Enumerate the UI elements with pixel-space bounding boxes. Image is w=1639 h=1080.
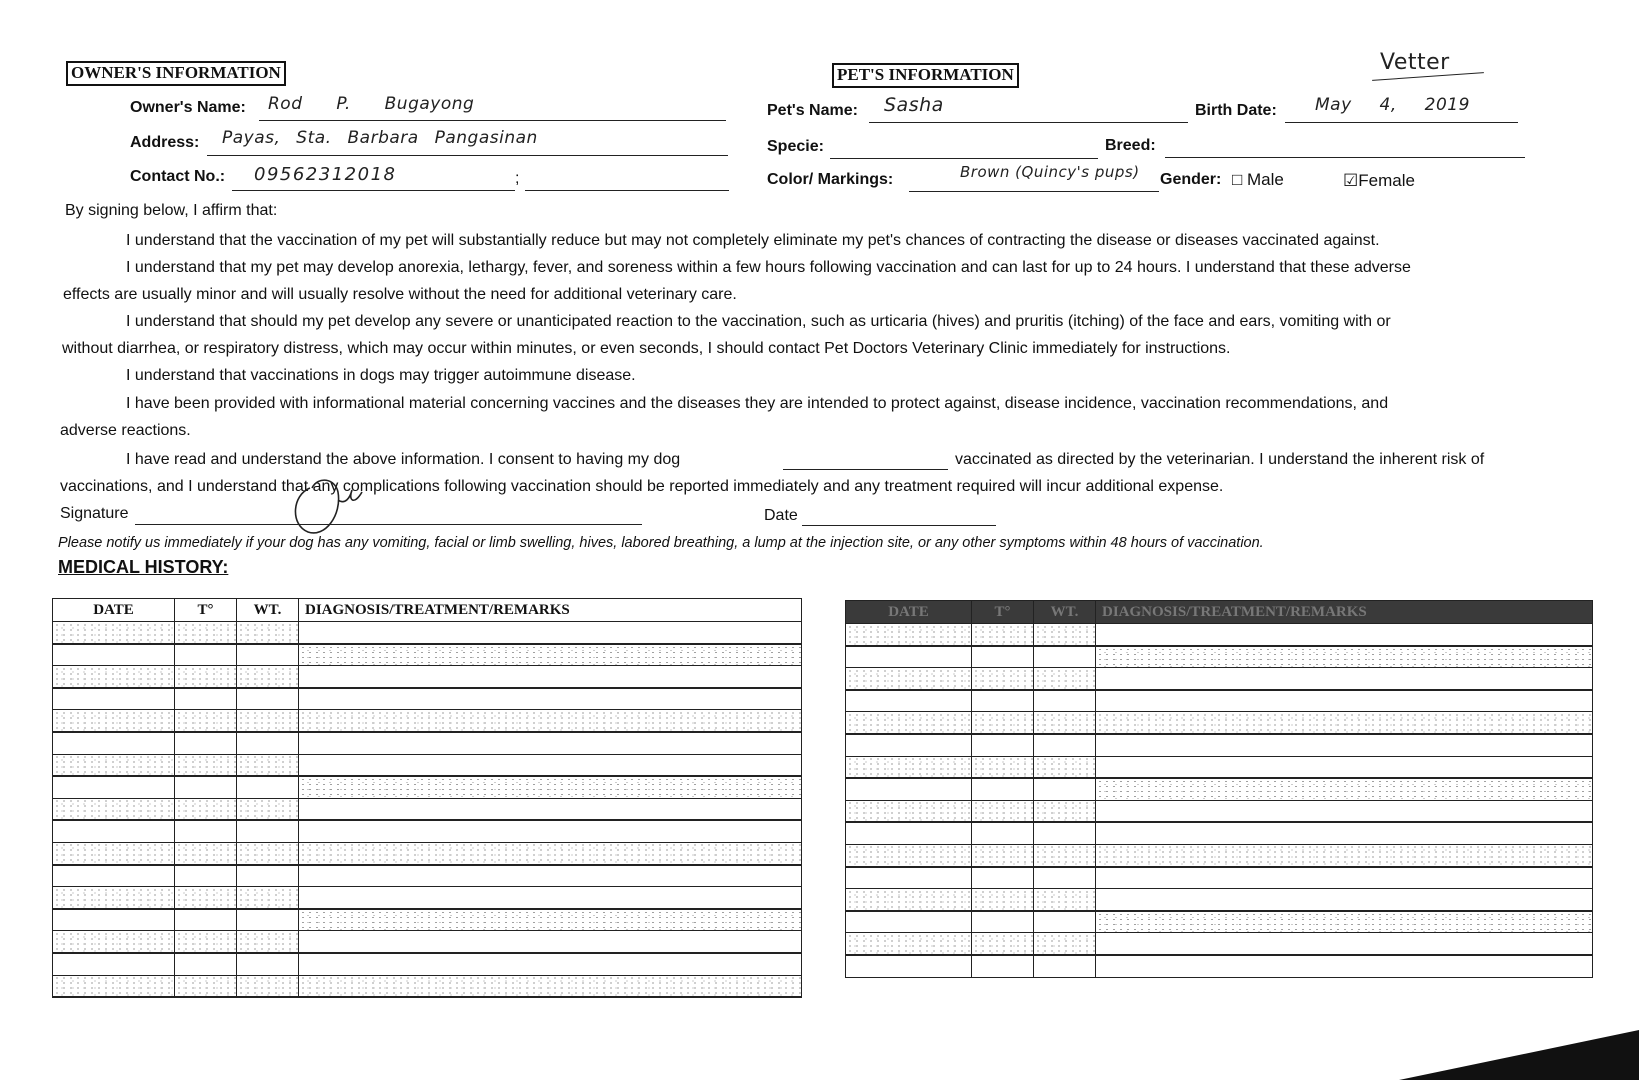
address-label: Address: — [130, 134, 200, 151]
consent-paragraph-6b: vaccinations, and I understand that any complications following vaccination should be reported immediately and any treatment required will incur additional expense. — [60, 478, 1224, 495]
table-row — [846, 712, 1593, 734]
medical-history-table-left — [52, 598, 802, 998]
table-row — [846, 889, 1593, 911]
table-cell[interactable] — [237, 710, 299, 732]
table-cell[interactable] — [1096, 712, 1593, 734]
table-cell[interactable] — [175, 776, 237, 798]
table-cell[interactable] — [1034, 756, 1096, 778]
birth-date-value: May 4, 2019 — [1315, 95, 1470, 115]
table-cell[interactable] — [972, 867, 1034, 889]
table-row — [846, 844, 1593, 866]
table-cell[interactable] — [846, 800, 972, 822]
table-cell[interactable] — [237, 865, 299, 887]
table-cell[interactable] — [846, 911, 972, 933]
table-row — [53, 688, 802, 710]
table-cell[interactable] — [972, 734, 1034, 756]
table-cell[interactable] — [237, 732, 299, 754]
table-row — [53, 710, 802, 732]
table-cell[interactable] — [53, 909, 175, 931]
table-cell[interactable] — [175, 975, 237, 997]
table-cell[interactable] — [1034, 867, 1096, 889]
table-cell[interactable] — [175, 887, 237, 909]
table-row — [53, 975, 802, 997]
column-header-date: DATE — [53, 599, 175, 622]
table-cell[interactable] — [846, 889, 972, 911]
table-cell[interactable] — [1034, 933, 1096, 955]
contact-separator: ; — [515, 170, 520, 187]
consent-paragraph-2b: effects are usually minor and will usually resolve without the need for additional veterinary care. — [63, 286, 737, 303]
column-header-weight: WT. — [237, 599, 299, 622]
pet-annotation: Vetter — [1380, 50, 1450, 75]
table-cell[interactable] — [1096, 778, 1593, 800]
table-row — [53, 887, 802, 909]
table-cell[interactable] — [299, 732, 802, 754]
table-cell[interactable] — [1096, 822, 1593, 844]
breed-field[interactable] — [1165, 135, 1525, 158]
notice-text: Please notify us immediately if your dog has any vomiting, facial or limb swelling, hives, labored breathing, a lump at the injection site, or any other symptoms within 48 hours of vaccination. — [58, 535, 1264, 551]
table-cell[interactable] — [53, 622, 175, 644]
table-row — [846, 646, 1593, 668]
table-cell[interactable] — [299, 754, 802, 776]
table-row — [53, 776, 802, 798]
table-cell[interactable] — [1034, 712, 1096, 734]
table-cell[interactable] — [1034, 822, 1096, 844]
table-cell[interactable] — [175, 732, 237, 754]
table-cell[interactable] — [1034, 646, 1096, 668]
table-cell[interactable] — [846, 778, 972, 800]
table-cell[interactable] — [846, 624, 972, 646]
consent-intro: By signing below, I affirm that: — [65, 202, 278, 219]
table-cell[interactable] — [299, 909, 802, 931]
column-header-weight: WT. — [1034, 601, 1096, 624]
column-header-date: DATE — [846, 601, 972, 624]
table-cell[interactable] — [53, 710, 175, 732]
table-cell[interactable] — [237, 820, 299, 842]
table-cell[interactable] — [175, 710, 237, 732]
pet-name-label: Pet's Name: — [767, 102, 858, 119]
table-row — [846, 734, 1593, 756]
medical-history-title: MEDICAL HISTORY: — [58, 557, 229, 577]
table-cell[interactable] — [846, 756, 972, 778]
birth-date-label: Birth Date: — [1195, 102, 1277, 119]
table-cell[interactable] — [53, 953, 175, 975]
table-cell[interactable] — [53, 644, 175, 666]
table-cell[interactable] — [237, 754, 299, 776]
pet-name-value: Sasha — [884, 94, 944, 116]
table-cell[interactable] — [846, 867, 972, 889]
table-row — [846, 933, 1593, 955]
table-cell[interactable] — [1096, 844, 1593, 866]
table-cell[interactable] — [972, 646, 1034, 668]
table-cell[interactable] — [237, 666, 299, 688]
dog-name-field[interactable] — [783, 447, 948, 470]
table-cell[interactable] — [1096, 668, 1593, 690]
table-cell[interactable] — [299, 842, 802, 864]
table-cell[interactable] — [299, 887, 802, 909]
table-cell[interactable] — [1096, 624, 1593, 646]
table-cell[interactable] — [53, 732, 175, 754]
table-cell[interactable] — [972, 889, 1034, 911]
consent-paragraph-5a: I have been provided with informational material concerning vaccines and the diseases they are intended to protect against, disease incidence, vaccination recommendations, and — [126, 395, 1389, 412]
table-row — [53, 622, 802, 644]
column-header-diagnosis: DIAGNOSIS/TREATMENT/REMARKS — [299, 599, 802, 622]
table-cell[interactable] — [1096, 867, 1593, 889]
table-cell[interactable] — [237, 909, 299, 931]
table-cell[interactable] — [972, 955, 1034, 977]
table-cell[interactable] — [299, 688, 802, 710]
owner-info-heading: OWNER'S INFORMATION — [66, 61, 286, 86]
consent-paragraph-6a-end: vaccinated as directed by the veterinarian. I understand the inherent risk of — [955, 451, 1485, 468]
table-cell[interactable] — [175, 909, 237, 931]
table-cell[interactable] — [237, 953, 299, 975]
date-field[interactable] — [802, 503, 996, 526]
specie-label: Specie: — [767, 138, 824, 155]
table-cell[interactable] — [175, 798, 237, 820]
table-cell[interactable] — [53, 842, 175, 864]
table-cell[interactable] — [846, 933, 972, 955]
table-cell[interactable] — [53, 865, 175, 887]
table-cell[interactable] — [53, 820, 175, 842]
table-cell[interactable] — [299, 644, 802, 666]
column-header-diagnosis: DIAGNOSIS/TREATMENT/REMARKS — [1096, 601, 1593, 624]
table-cell[interactable] — [1096, 690, 1593, 712]
table-cell[interactable] — [299, 820, 802, 842]
table-cell[interactable] — [299, 622, 802, 644]
table-row — [846, 690, 1593, 712]
table-row — [846, 756, 1593, 778]
table-cell[interactable] — [175, 931, 237, 953]
table-cell[interactable] — [846, 844, 972, 866]
table-row — [846, 911, 1593, 933]
contact-alt-field[interactable] — [525, 168, 729, 191]
contact-value: 09562312018 — [254, 164, 397, 185]
table-cell[interactable] — [237, 776, 299, 798]
table-cell[interactable] — [299, 931, 802, 953]
table-cell[interactable] — [175, 953, 237, 975]
table-cell[interactable] — [1034, 955, 1096, 977]
table-cell[interactable] — [1034, 844, 1096, 866]
medical-history-table-right — [845, 600, 1593, 978]
table-row — [846, 955, 1593, 977]
table-cell[interactable] — [1034, 800, 1096, 822]
table-row — [53, 820, 802, 842]
table-row — [846, 822, 1593, 844]
consent-paragraph-3b: without diarrhea, or respiratory distress, which may occur within minutes, or even seconds, I should contact Pet Doctors Veterinary Clinic immediately for instructions. — [62, 340, 1231, 357]
table-cell[interactable] — [299, 776, 802, 798]
table-cell[interactable] — [175, 688, 237, 710]
color-markings-value: Brown (Quincy's pups) — [960, 163, 1140, 181]
table-row — [53, 931, 802, 953]
table-cell[interactable] — [972, 778, 1034, 800]
table-cell[interactable] — [846, 668, 972, 690]
table-row — [53, 953, 802, 975]
table-cell[interactable] — [53, 931, 175, 953]
consent-paragraph-5b: adverse reactions. — [60, 422, 191, 439]
table-cell[interactable] — [1096, 756, 1593, 778]
table-cell[interactable] — [175, 644, 237, 666]
breed-label: Breed: — [1105, 137, 1156, 154]
table-cell[interactable] — [1096, 734, 1593, 756]
date-label: Date — [764, 507, 798, 524]
table-cell[interactable] — [53, 754, 175, 776]
table-cell[interactable] — [846, 690, 972, 712]
table-cell[interactable] — [237, 798, 299, 820]
table-cell[interactable] — [972, 624, 1034, 646]
table-cell[interactable] — [1096, 646, 1593, 668]
table-cell[interactable] — [1034, 911, 1096, 933]
owner-name-label: Owner's Name: — [130, 99, 246, 116]
table-cell[interactable] — [972, 822, 1034, 844]
table-row — [846, 668, 1593, 690]
table-cell[interactable] — [1034, 624, 1096, 646]
table-cell[interactable] — [175, 622, 237, 644]
table-row — [846, 624, 1593, 646]
table-row — [53, 798, 802, 820]
table-cell[interactable] — [53, 776, 175, 798]
contact-label: Contact No.: — [130, 168, 226, 185]
table-cell[interactable] — [972, 800, 1034, 822]
consent-paragraph-3a: I understand that should my pet develop any severe or unanticipated reaction to the vaccination, such as urticaria (hives) and pruritis (itching) of the face and ears, vomiting with or — [126, 313, 1391, 330]
gender-female-option[interactable]: ☑Female — [1343, 171, 1415, 190]
table-cell[interactable] — [237, 644, 299, 666]
signature-field[interactable] — [135, 502, 642, 525]
table-cell[interactable] — [299, 666, 802, 688]
table-cell[interactable] — [299, 798, 802, 820]
column-header-temperature: T° — [175, 599, 237, 622]
consent-paragraph-2a: I understand that my pet may develop anorexia, lethargy, fever, and soreness within a few hours following vaccination and can last for up to 24 hours. I understand that these adverse — [126, 259, 1411, 276]
table-cell[interactable] — [846, 734, 972, 756]
table-cell[interactable] — [1096, 955, 1593, 977]
table-row — [53, 666, 802, 688]
table-cell[interactable] — [237, 887, 299, 909]
table-cell[interactable] — [972, 756, 1034, 778]
table-cell[interactable] — [53, 688, 175, 710]
table-cell[interactable] — [299, 865, 802, 887]
table-cell[interactable] — [1096, 911, 1593, 933]
table-row — [53, 644, 802, 666]
table-cell[interactable] — [1034, 690, 1096, 712]
table-cell[interactable] — [846, 955, 972, 977]
table-cell[interactable] — [53, 798, 175, 820]
table-row — [846, 778, 1593, 800]
table-row — [846, 800, 1593, 822]
table-cell[interactable] — [299, 710, 802, 732]
table-cell[interactable] — [972, 844, 1034, 866]
table-cell[interactable] — [299, 953, 802, 975]
signature-label: Signature — [60, 505, 129, 522]
address-value: Payas, Sta. Barbara Pangasinan — [222, 128, 538, 148]
consent-paragraph-4: I understand that vaccinations in dogs may trigger autoimmune disease. — [126, 367, 636, 384]
table-cell[interactable] — [1096, 800, 1593, 822]
column-header-temperature: T° — [972, 601, 1034, 624]
table-cell[interactable] — [846, 822, 972, 844]
table-cell[interactable] — [237, 975, 299, 997]
gender-male-option[interactable]: □ Male — [1232, 170, 1284, 189]
table-row — [53, 842, 802, 864]
table-cell[interactable] — [237, 688, 299, 710]
table-row — [53, 909, 802, 931]
table-cell[interactable] — [175, 666, 237, 688]
scan-shadow — [1399, 1030, 1639, 1080]
consent-paragraph-6a-start: I have read and understand the above information. I consent to having my dog — [126, 451, 681, 468]
consent-paragraph-1: I understand that the vaccination of my pet will substantially reduce but may not completely eliminate my pet's chances of contracting the disease or diseases vaccinated against. — [126, 232, 1380, 249]
table-cell[interactable] — [972, 668, 1034, 690]
table-row — [53, 732, 802, 754]
table-cell[interactable] — [972, 690, 1034, 712]
table-cell[interactable] — [846, 712, 972, 734]
table-row — [846, 867, 1593, 889]
table-cell[interactable] — [1034, 734, 1096, 756]
pet-info-heading: PET'S INFORMATION — [832, 63, 1019, 88]
table-cell[interactable] — [1034, 778, 1096, 800]
owner-name-value: Rod P. Bugayong — [268, 94, 475, 114]
table-cell[interactable] — [299, 975, 802, 997]
specie-field[interactable] — [830, 136, 1098, 159]
table-cell[interactable] — [846, 646, 972, 668]
table-cell[interactable] — [53, 666, 175, 688]
table-cell[interactable] — [237, 931, 299, 953]
color-markings-label: Color/ Markings: — [767, 171, 894, 188]
table-cell[interactable] — [1096, 933, 1593, 955]
table-cell[interactable] — [53, 975, 175, 997]
table-cell[interactable] — [972, 933, 1034, 955]
table-cell[interactable] — [175, 754, 237, 776]
table-cell[interactable] — [972, 911, 1034, 933]
table-cell[interactable] — [53, 887, 175, 909]
table-cell[interactable] — [175, 865, 237, 887]
table-cell[interactable] — [237, 842, 299, 864]
table-cell[interactable] — [237, 622, 299, 644]
table-cell[interactable] — [175, 820, 237, 842]
table-cell[interactable] — [1034, 889, 1096, 911]
table-row — [53, 754, 802, 776]
table-cell[interactable] — [175, 842, 237, 864]
table-cell[interactable] — [972, 712, 1034, 734]
table-cell[interactable] — [1034, 668, 1096, 690]
gender-label: Gender: — [1160, 171, 1222, 188]
table-row — [53, 865, 802, 887]
table-cell[interactable] — [1096, 889, 1593, 911]
